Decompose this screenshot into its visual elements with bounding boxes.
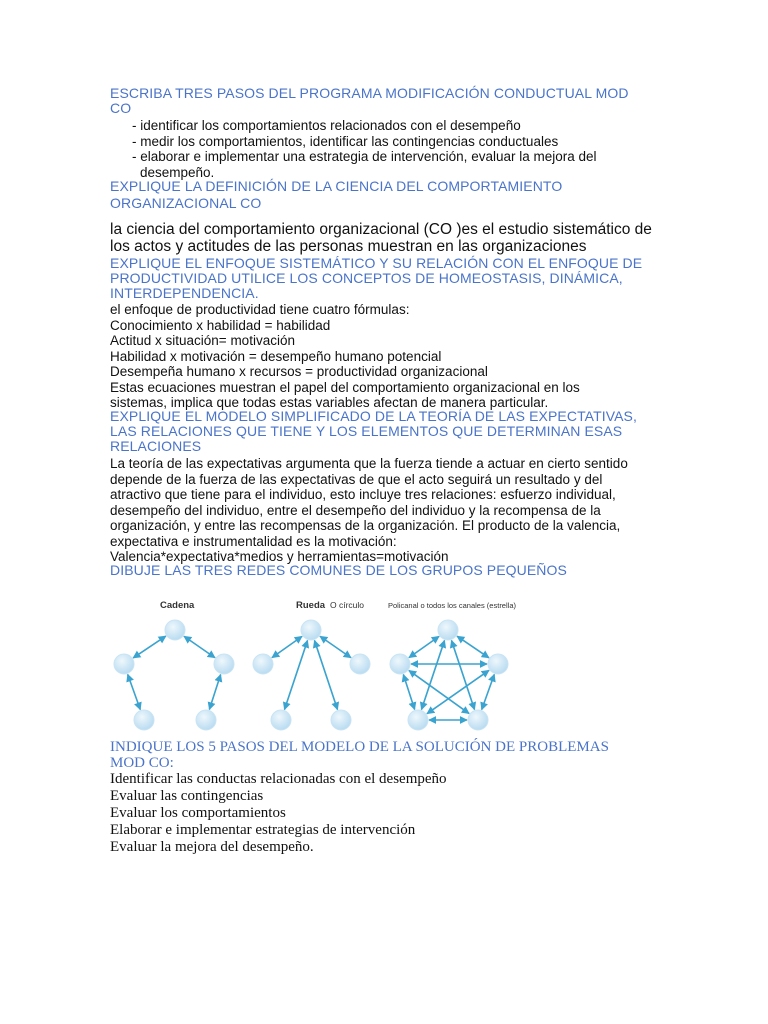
policanal-connection-arrow bbox=[451, 640, 474, 709]
list-item: - medir los comportamientos, identificar las contingencias conductuales bbox=[132, 133, 559, 149]
answer-line: Conocimiento x habilidad = habilidad bbox=[110, 317, 331, 333]
policanal-node bbox=[468, 710, 488, 730]
policanal-node bbox=[488, 654, 508, 674]
question-1-heading bbox=[110, 86, 629, 116]
policanal-node bbox=[390, 654, 410, 674]
rueda-connection-arrow bbox=[320, 636, 351, 657]
rueda-node bbox=[331, 710, 351, 730]
policanal-connection-arrow bbox=[427, 670, 489, 713]
question-5-heading bbox=[110, 563, 567, 578]
policanal-connection-arrow bbox=[421, 640, 444, 709]
policanal-connection-arrow bbox=[409, 670, 469, 713]
cadena-label: Cadena bbox=[160, 600, 195, 611]
answer-line: expectativa e instrumentalidad es la motivación: bbox=[110, 533, 397, 549]
policanal-connection-arrow bbox=[409, 636, 439, 657]
heading-line: CO bbox=[110, 100, 132, 116]
heading-line: MOD CO: bbox=[110, 755, 174, 771]
cadena-connection-arrow bbox=[209, 674, 220, 709]
network-nodes bbox=[114, 620, 508, 730]
rueda-node bbox=[301, 620, 321, 640]
cadena-node bbox=[196, 710, 216, 730]
heading-line: EXPLIQUE EL MODELO SIMPLIFICADO DE LA TEORÍA DE LAS EXPECTATIVAS, bbox=[110, 408, 637, 424]
question-4-heading bbox=[110, 409, 637, 454]
list-item: desempeño. bbox=[140, 164, 215, 180]
cadena-connection-arrow bbox=[133, 636, 166, 658]
answer-line: desempeño del individuo, entre el desempeño del individuo y la recompensa de la bbox=[110, 502, 601, 518]
policanal-node bbox=[438, 620, 458, 640]
question-6-steps bbox=[110, 771, 447, 856]
policanal-connection-arrow bbox=[457, 636, 489, 658]
cadena-connection-arrow bbox=[128, 674, 141, 709]
answer-line: La teoría de las expectativas argumenta que la fuerza tiende a actuar en cierto sentido bbox=[110, 456, 628, 471]
question-3-answer bbox=[110, 302, 580, 411]
question-3-heading bbox=[110, 256, 642, 301]
question-1-answer-list bbox=[132, 118, 597, 180]
rueda-node bbox=[253, 654, 273, 674]
list-item: Identificar las conductas relacionadas con el desempeño bbox=[110, 771, 447, 787]
rueda-sublabel: O círculo bbox=[330, 600, 365, 610]
answer-line: depende de la fuerza de las expectativas de que el acto seguirá un resultado y del bbox=[110, 471, 603, 487]
heading-line: EXPLIQUE EL ENFOQUE SISTEMÁTICO Y SU RELACIÓN CON EL ENFOQUE DE bbox=[110, 255, 643, 271]
answer-line: atractivo que tiene para el individuo, esto incluye tres relaciones: esfuerzo individual, bbox=[110, 487, 616, 502]
heading-line: ESCRIBA TRES PASOS DEL PROGRAMA MODIFICACIÓN CONDUCTUAL MOD bbox=[110, 85, 629, 101]
answer-line: Estas ecuaciones muestran el papel del comportamiento organizacional en los bbox=[110, 379, 580, 395]
list-item: Elaborar e implementar estrategias de intervención bbox=[110, 822, 416, 838]
heading-line: ORGANIZACIONAL CO bbox=[110, 195, 262, 211]
rueda-connection-arrow bbox=[314, 640, 337, 709]
policanal-label: Policanal o todos los canales (estrella) bbox=[388, 601, 516, 610]
answer-line: organización, y entre las recompensas de la organización. El producto de la valencia, bbox=[110, 518, 621, 533]
policanal-node bbox=[408, 710, 428, 730]
answer-line: la ciencia del comportamiento organizacional (CO )es el estudio sistemático de bbox=[110, 221, 652, 238]
answer-line: Actitud x situación= motivación bbox=[110, 333, 295, 348]
heading-line: RELACIONES bbox=[110, 438, 202, 454]
rueda-label: Rueda bbox=[296, 600, 326, 611]
rueda-node bbox=[350, 654, 370, 674]
heading-line: DIBUJE LAS TRES REDES COMUNES DE LOS GRUPOS PEQUEÑOS bbox=[110, 562, 567, 578]
heading-line: EXPLIQUE LA DEFINICIÓN DE LA CIENCIA DEL COMPORTAMIENTO bbox=[110, 178, 563, 194]
list-item: Evaluar los comportamientos bbox=[110, 805, 286, 821]
question-2-answer bbox=[110, 221, 652, 255]
answer-line: sistemas, implica que todas estas variables afectan de manera particular. bbox=[110, 395, 549, 410]
list-item: - elaborar e implementar una estrategia de intervención, evaluar la mejora del bbox=[132, 149, 597, 164]
rueda-node bbox=[271, 710, 291, 730]
question-4-answer bbox=[110, 456, 628, 565]
policanal-connection-arrow bbox=[403, 674, 414, 709]
answer-line: el enfoque de productividad tiene cuatro fórmulas: bbox=[110, 302, 410, 317]
heading-line: LAS RELACIONES QUE TIENE Y LOS ELEMENTOS QUE DETERMINAN ESAS bbox=[110, 423, 623, 439]
list-item: Evaluar las contingencias bbox=[110, 788, 264, 804]
cadena-node bbox=[214, 654, 234, 674]
list-item: - identificar los comportamientos relacionados con el desempeño bbox=[132, 118, 521, 133]
answer-line: los actos y actitudes de las personas muestran en las organizaciones bbox=[110, 238, 587, 255]
rueda-connection-arrow bbox=[284, 640, 307, 709]
cadena-node bbox=[114, 654, 134, 674]
question-6-heading bbox=[110, 739, 609, 771]
heading-line: INDIQUE LOS 5 PASOS DEL MODELO DE LA SOLUCIÓN DE PROBLEMAS bbox=[110, 739, 609, 755]
rueda-connection-arrow bbox=[272, 636, 302, 657]
cadena-node bbox=[134, 710, 154, 730]
list-item: Evaluar la mejora del desempeño. bbox=[110, 839, 314, 855]
cadena-connection-arrow bbox=[184, 636, 215, 657]
answer-line: Desempeña humano x recursos = productividad organizacional bbox=[110, 364, 488, 379]
heading-line: INTERDEPENDENCIA. bbox=[110, 285, 259, 301]
network-connections bbox=[128, 636, 495, 720]
heading-line: PRODUCTIVIDAD UTILICE LOS CONCEPTOS DE HOMEOSTASIS, DINÁMICA, bbox=[110, 270, 623, 286]
answer-line: Valencia*expectativa*medios y herramientas=motivación bbox=[110, 549, 449, 564]
answer-line: Habilidad x motivación = desempeño humano potencial bbox=[110, 348, 442, 364]
policanal-connection-arrow bbox=[482, 674, 495, 709]
cadena-node bbox=[165, 620, 185, 640]
question-2-heading bbox=[110, 179, 562, 211]
small-group-networks-figure bbox=[100, 592, 560, 740]
